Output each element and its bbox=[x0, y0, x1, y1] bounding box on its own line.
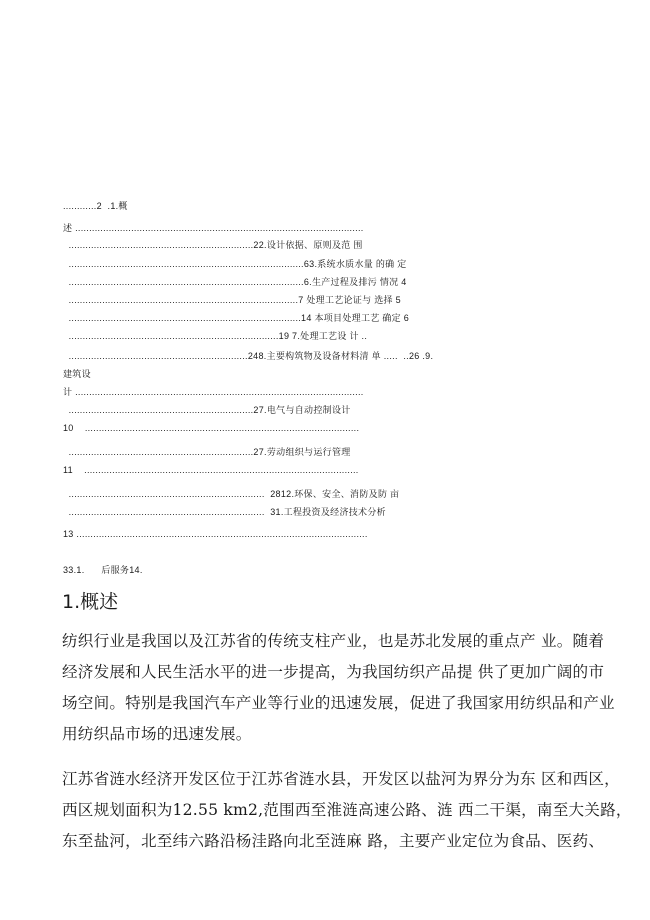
paragraph-1-line-4: 用纺织品市场的迅速发展。 bbox=[62, 725, 252, 743]
toc-line-16: ...................................................................... 2812.环保、安全、消防及防 亩 bbox=[63, 489, 400, 499]
toc-line-18: 13 ........................................................................................................ bbox=[63, 529, 368, 539]
toc-line-11: 计 ....................................................................................................... bbox=[63, 387, 364, 397]
toc-line-8: ...........................................................................19 7.处理工艺设 计 .. bbox=[63, 331, 368, 341]
toc-line-2: 述 ....................................................................................................... bbox=[63, 223, 364, 233]
toc-line-13: 10 .................................................................................................. bbox=[63, 423, 360, 433]
toc-line-19: 33.1. 后服务14. bbox=[63, 565, 143, 575]
toc-line-9: ................................................................248.主要构筑物及设备材料清 单 ..... ..26 .9. bbox=[63, 351, 434, 361]
toc-line-14: ..................................................................27.劳动组织与运行管理 bbox=[63, 447, 351, 457]
paragraph-1 bbox=[62, 626, 615, 750]
toc-line-7: ...................................................................................14 本项目处理工艺 确定 6 bbox=[63, 313, 410, 323]
paragraph-2-line-2: 西区规划面积为12.55 km2,范围西至淮涟高速公路、涟 西二干渠，南至大关路， bbox=[62, 801, 632, 819]
paragraph-1-line-1: 纺织行业是我国以及江苏省的传统支柱产业，也是苏北发展的重点产 业。随着 bbox=[62, 632, 605, 650]
toc-line-12: ..................................................................27.电气与自动控制设计 bbox=[63, 405, 351, 415]
paragraph-2-line-1: 江苏省涟水经济开发区位于江苏省涟水县，开发区以盐河为界分为东 区和西区， bbox=[62, 770, 620, 788]
paragraph-1-line-3: 场空间。特别是我国汽车产业等行业的迅速发展，促进了我国家用纺织品和产业 bbox=[62, 694, 615, 712]
toc-line-3: ..................................................................22.设计依据、原则及范 围 bbox=[63, 240, 363, 250]
paragraph-2-line-3: 东至盐河，北至纬六路沿杨洼路向北至涟麻 路，主要产业定位为食品、医药、 bbox=[62, 832, 605, 850]
toc-line-15: 11 .................................................................................................. bbox=[63, 465, 359, 475]
toc-line-1: ............2 .1.概 bbox=[63, 201, 128, 211]
toc-line-10: 建筑设 bbox=[63, 369, 91, 379]
paragraph-1-line-2: 经济发展和人民生活水平的进一步提高，为我国纺织产品提 供了更加广阔的市 bbox=[62, 663, 605, 681]
toc-line-5: ....................................................................................6.生产过程及排污 情况 4 bbox=[63, 277, 407, 287]
toc-line-4: ....................................................................................63.系统水质水量 的确 定 bbox=[63, 259, 407, 269]
section-heading: 1.概述 bbox=[62, 591, 119, 613]
toc-line-17: ...................................................................... 31.工程投资及经济技术分析 bbox=[63, 507, 386, 517]
toc-line-6: ..................................................................................7 处理工艺论证与 选择 5 bbox=[63, 295, 401, 305]
paragraph-2 bbox=[62, 764, 632, 857]
